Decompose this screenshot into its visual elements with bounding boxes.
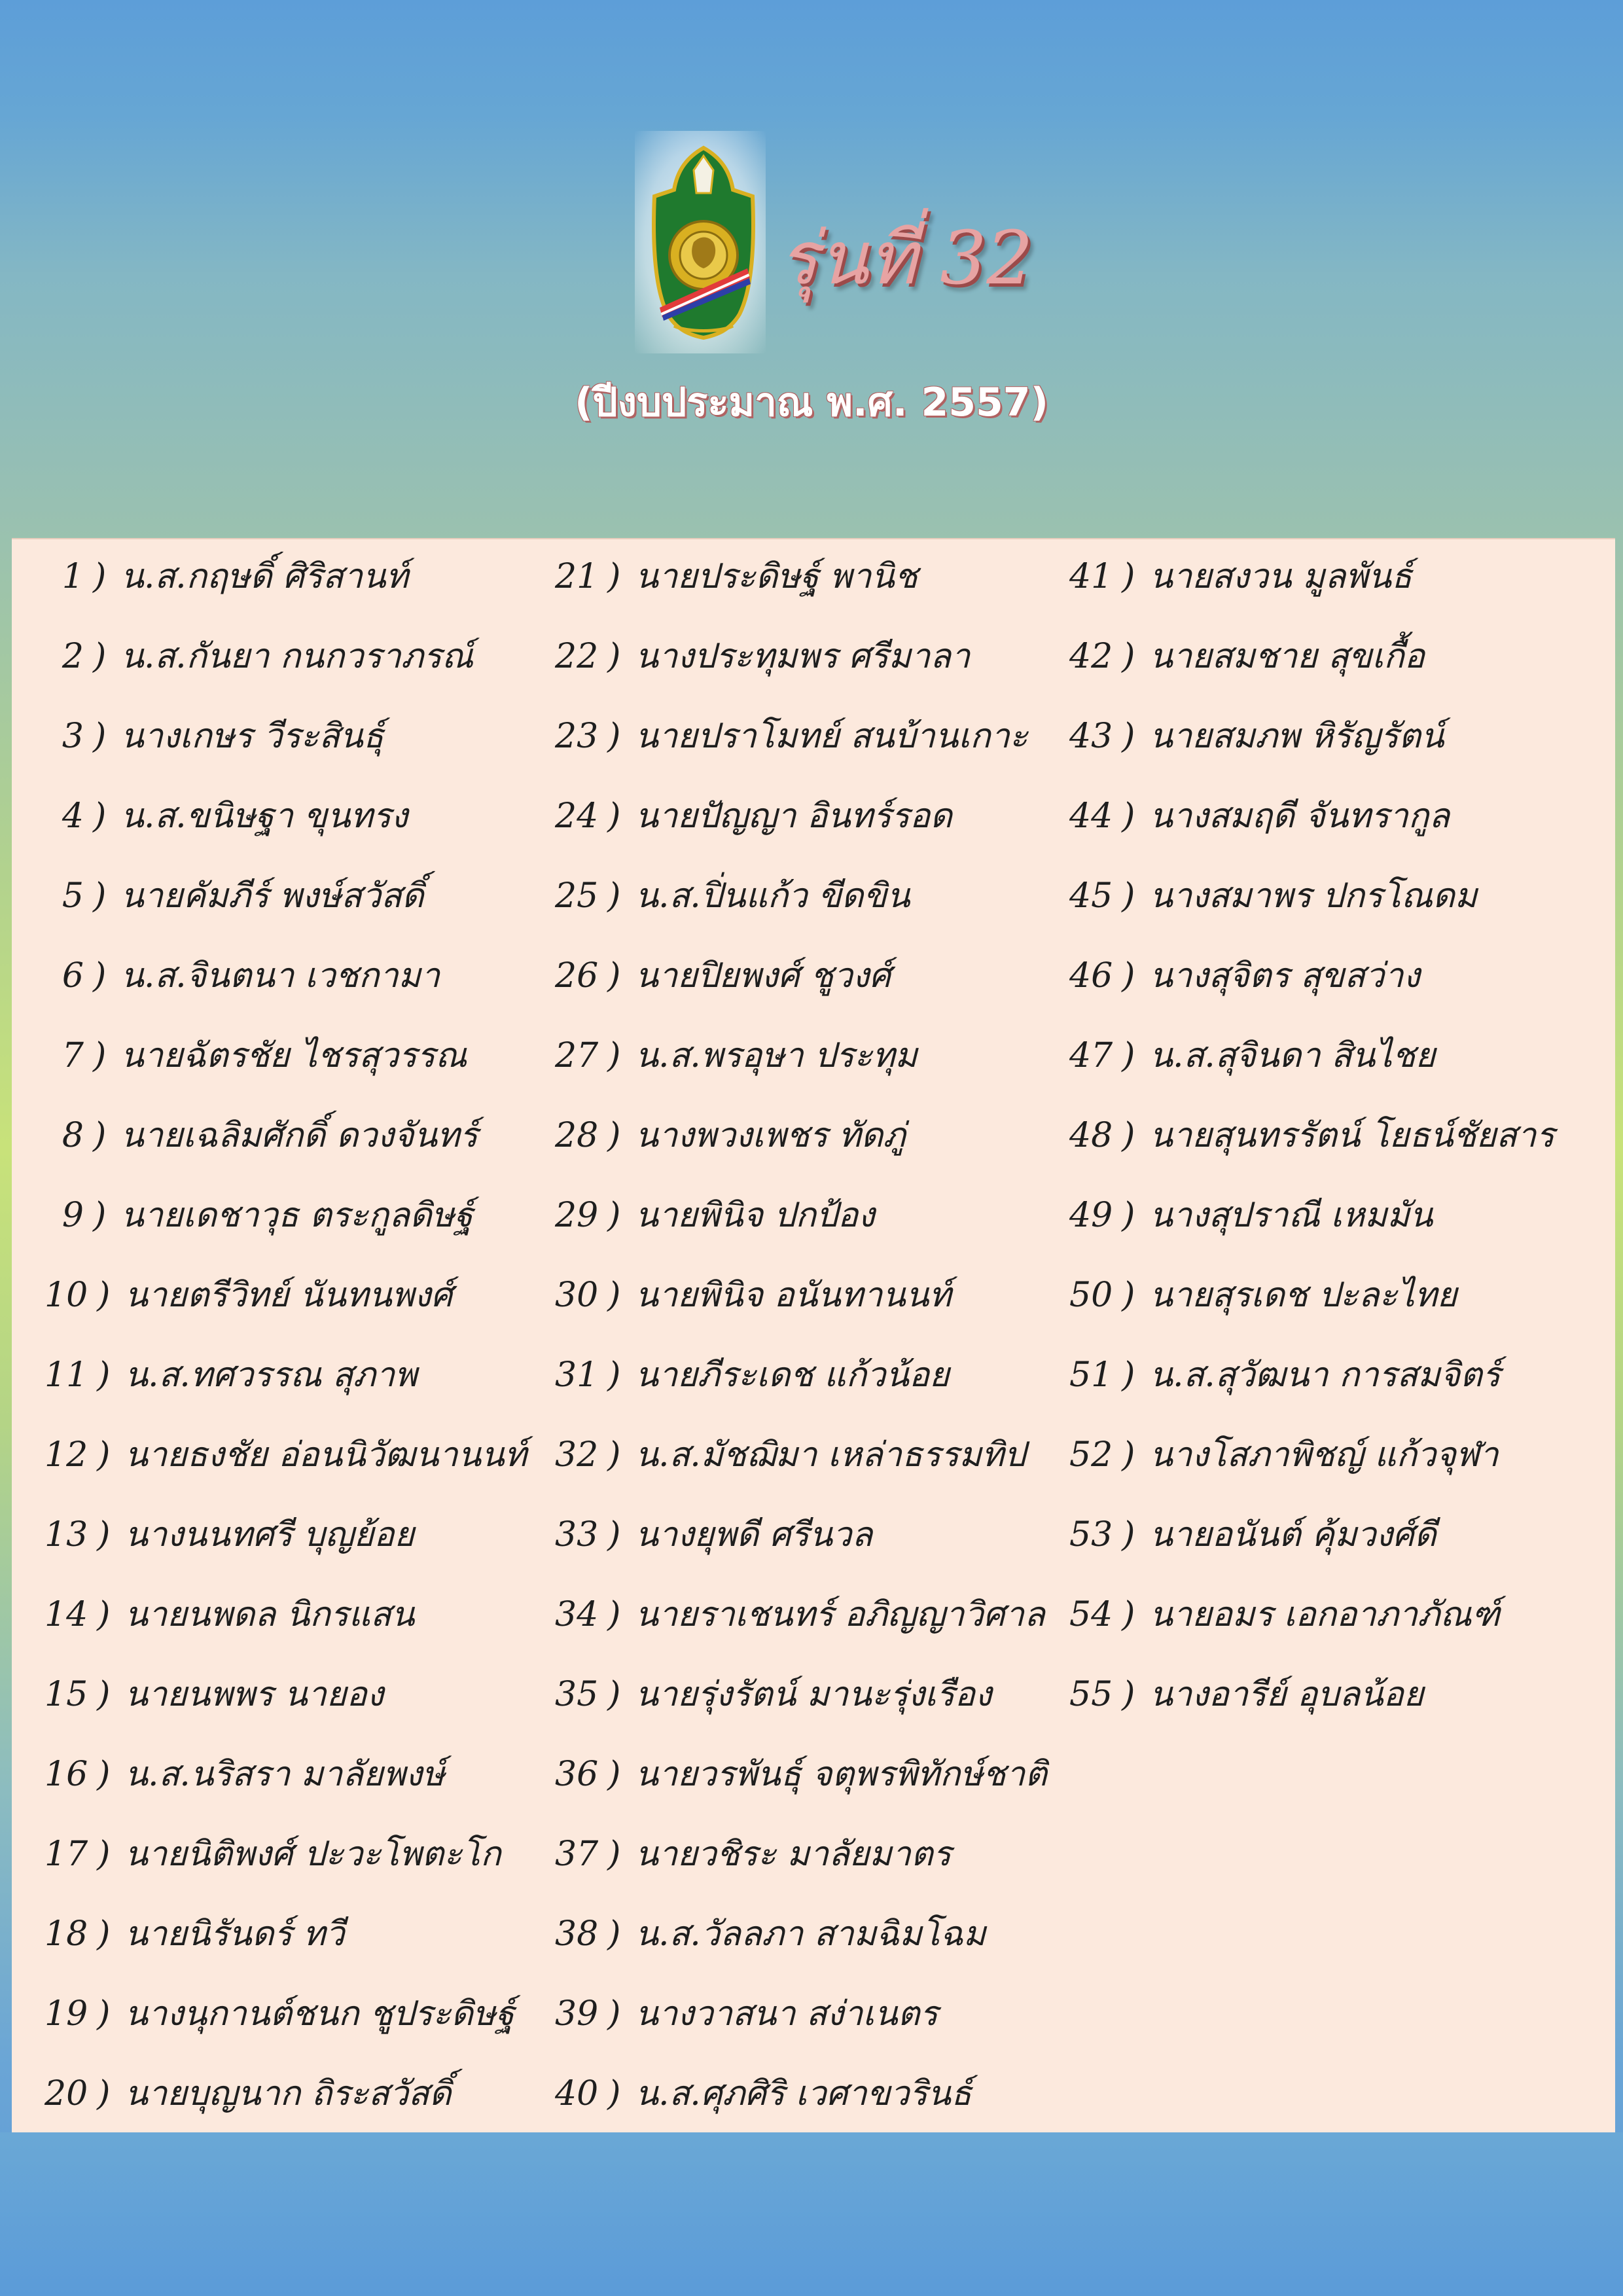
member-number: 26 xyxy=(555,956,599,996)
member-number: 25 xyxy=(555,876,599,916)
member-list-item xyxy=(45,1734,542,1814)
number-parenthesis: ) xyxy=(93,797,107,836)
number-parenthesis: ) xyxy=(97,1515,111,1554)
member-name: นายประดิษฐ์ พานิช xyxy=(635,557,918,596)
member-list-item xyxy=(1069,1415,1593,1495)
member-list-item xyxy=(555,1096,1072,1175)
number-parenthesis: ) xyxy=(1122,876,1135,916)
member-number: 30 xyxy=(555,1276,599,1315)
number-parenthesis: ) xyxy=(607,1355,621,1395)
member-name: น.ส.วัลลภา สามฉิมโฉม xyxy=(635,1914,986,1954)
number-parenthesis: ) xyxy=(607,2074,621,2113)
member-list-item xyxy=(1069,1016,1593,1096)
member-list-item xyxy=(1069,1255,1593,1335)
member-number: 42 xyxy=(1069,637,1113,676)
number-parenthesis: ) xyxy=(607,557,621,596)
member-list-item xyxy=(555,696,1072,776)
member-number: 53 xyxy=(1069,1515,1113,1554)
member-name: นายตรีวิทย์ นันทนพงศ์ xyxy=(124,1276,453,1315)
member-number: 31 xyxy=(555,1355,599,1395)
member-name: นางยุพดี ศรีนวล xyxy=(635,1515,873,1554)
number-parenthesis: ) xyxy=(1122,1276,1135,1315)
member-name: นายสุนทรรัตน์ โยธน์ชัยสาร xyxy=(1149,1116,1555,1155)
member-name: นายฉัตรชัย ไชรสุวรรณ xyxy=(120,1036,467,1075)
member-name: นายราเชนทร์ อภิญญาวิศาล xyxy=(635,1595,1045,1634)
member-name: น.ส.กันยา กนกวราภรณ์ xyxy=(120,637,474,676)
member-name: นายสงวน มูลพันธ์ xyxy=(1149,557,1412,596)
member-list-item xyxy=(45,1495,542,1575)
number-parenthesis: ) xyxy=(1122,1435,1135,1475)
member-list-item xyxy=(45,617,542,696)
member-name: นายเฉลิมศักดิ์ ดวงจันทร์ xyxy=(120,1116,478,1155)
number-parenthesis: ) xyxy=(97,1675,111,1714)
member-number: 35 xyxy=(555,1675,599,1714)
member-list-item xyxy=(555,1175,1072,1255)
member-number: 1 xyxy=(62,557,84,596)
member-number: 45 xyxy=(1069,876,1113,916)
page-header xyxy=(0,0,1623,537)
member-name: นายปัญญา อินทร์รอด xyxy=(635,797,952,836)
member-number: 4 xyxy=(62,797,84,836)
member-name: นายนิรันดร์ ทวี xyxy=(124,1914,345,1954)
member-number: 46 xyxy=(1069,956,1113,996)
member-list-item xyxy=(1069,1575,1593,1655)
member-name: นางสมฤดี จันทรากูล xyxy=(1149,797,1450,836)
member-name: นางเกษร วีระสินธุ์ xyxy=(120,717,384,756)
member-number: 2 xyxy=(62,637,84,676)
member-list-item xyxy=(45,936,542,1016)
member-list-item xyxy=(555,1894,1072,1974)
member-number: 15 xyxy=(45,1675,88,1714)
number-parenthesis: ) xyxy=(607,1515,621,1554)
member-list-item xyxy=(555,1974,1072,2054)
number-parenthesis: ) xyxy=(607,1116,621,1155)
member-number: 3 xyxy=(62,717,84,756)
member-number: 11 xyxy=(45,1355,88,1395)
member-number: 41 xyxy=(1069,557,1113,596)
member-number: 36 xyxy=(555,1755,599,1794)
member-list-item xyxy=(1069,856,1593,936)
member-name: น.ส.ศุภศิริ เวศาขวรินธ์ xyxy=(635,2074,972,2113)
number-parenthesis: ) xyxy=(1122,557,1135,596)
member-list-item xyxy=(555,776,1072,856)
number-parenthesis: ) xyxy=(607,1914,621,1954)
member-number: 29 xyxy=(555,1196,599,1235)
member-list-item xyxy=(555,1495,1072,1575)
member-list-item xyxy=(45,1894,542,1974)
member-name: นางพวงเพชร ทัดภู่ xyxy=(635,1116,906,1155)
number-parenthesis: ) xyxy=(607,876,621,916)
member-list-item xyxy=(555,1814,1072,1894)
number-parenthesis: ) xyxy=(607,1435,621,1475)
number-parenthesis: ) xyxy=(97,1595,111,1634)
member-name: นายพินิจ ปกป้อง xyxy=(635,1196,875,1235)
member-name: นางโสภาพิชญ์ แก้วจุฬา xyxy=(1149,1435,1499,1475)
member-name: นางประทุมพร ศรีมาลา xyxy=(635,637,971,676)
member-number: 52 xyxy=(1069,1435,1113,1475)
member-number: 10 xyxy=(45,1276,88,1315)
member-name: นายนพดล นิกรแสน xyxy=(124,1595,415,1634)
member-list-item xyxy=(45,1575,542,1655)
batch-title: รุ่นที่ 32 xyxy=(779,216,1033,301)
member-list-item xyxy=(45,1814,542,1894)
member-name: น.ส.นริสรา มาลัยพงษ์ xyxy=(124,1755,445,1794)
member-name: น.ส.มัชฌิมา เหล่าธรรมทิป xyxy=(635,1435,1026,1475)
member-list-item xyxy=(45,1415,542,1495)
number-parenthesis: ) xyxy=(1122,1116,1135,1155)
member-number: 21 xyxy=(555,557,599,596)
member-column-3 xyxy=(1069,539,1593,2134)
number-parenthesis: ) xyxy=(93,1116,107,1155)
number-parenthesis: ) xyxy=(93,956,107,996)
member-name: นายบุญนาก ถิระสวัสดิ์ xyxy=(124,2074,452,2113)
member-number: 51 xyxy=(1069,1355,1113,1395)
member-name: น.ส.ทศวรรณ สุภาพ xyxy=(124,1355,418,1395)
number-parenthesis: ) xyxy=(607,1036,621,1075)
member-number: 6 xyxy=(62,956,84,996)
member-number: 14 xyxy=(45,1595,88,1634)
member-number: 40 xyxy=(555,2074,599,2113)
number-parenthesis: ) xyxy=(1122,1595,1135,1634)
member-number: 7 xyxy=(62,1036,84,1075)
member-list-item xyxy=(45,856,542,936)
member-number: 9 xyxy=(62,1196,84,1235)
member-number: 24 xyxy=(555,797,599,836)
member-number: 12 xyxy=(45,1435,88,1475)
number-parenthesis: ) xyxy=(607,1755,621,1794)
number-parenthesis: ) xyxy=(93,1036,107,1075)
number-parenthesis: ) xyxy=(93,876,107,916)
number-parenthesis: ) xyxy=(97,2074,111,2113)
member-number: 8 xyxy=(62,1116,84,1155)
member-name: น.ส.ปิ่นแก้ว ขีดขิน xyxy=(635,876,910,916)
member-name: นางวาสนา สง่าเนตร xyxy=(635,1994,938,2034)
member-name: นายภีระเดช แก้วน้อย xyxy=(635,1355,950,1395)
member-name: นายสมภพ หิรัญรัตน์ xyxy=(1149,717,1444,756)
member-name: นายสมชาย สุขเกื้อ xyxy=(1149,637,1425,676)
member-column-1 xyxy=(45,539,542,2134)
member-name: น.ส.สุจินดา สินไชย xyxy=(1149,1036,1436,1075)
member-list-item xyxy=(45,1255,542,1335)
member-name: นางนนทศรี บุญย้อย xyxy=(124,1515,414,1554)
member-list-item xyxy=(45,1016,542,1096)
number-parenthesis: ) xyxy=(93,637,107,676)
member-number: 28 xyxy=(555,1116,599,1155)
member-number: 5 xyxy=(62,876,84,916)
number-parenthesis: ) xyxy=(1122,797,1135,836)
number-parenthesis: ) xyxy=(607,1196,621,1235)
number-parenthesis: ) xyxy=(97,1994,111,2034)
member-number: 22 xyxy=(555,637,599,676)
member-name: นางสมาพร ปกรโณดม xyxy=(1149,876,1478,916)
member-number: 16 xyxy=(45,1755,88,1794)
member-name: นายนิติพงศ์ ปะวะโพตะโก xyxy=(124,1835,501,1874)
member-number: 37 xyxy=(555,1835,599,1874)
member-list-item xyxy=(45,696,542,776)
member-list-panel xyxy=(12,538,1615,2134)
number-parenthesis: ) xyxy=(607,637,621,676)
member-number: 17 xyxy=(45,1835,88,1874)
number-parenthesis: ) xyxy=(97,1914,111,1954)
member-list-item xyxy=(45,1096,542,1175)
member-name: นายเดชาวุธ ตระกูลดิษฐ์ xyxy=(120,1196,473,1235)
member-name: นางอารีย์ อุบลน้อย xyxy=(1149,1675,1424,1714)
member-number: 27 xyxy=(555,1036,599,1075)
member-name: นายนพพร นายอง xyxy=(124,1675,384,1714)
number-parenthesis: ) xyxy=(607,1835,621,1874)
member-number: 34 xyxy=(555,1595,599,1634)
number-parenthesis: ) xyxy=(1122,717,1135,756)
member-name: นายปิยพงศ์ ชูวงศ์ xyxy=(635,956,891,996)
member-number: 47 xyxy=(1069,1036,1113,1075)
member-list-item xyxy=(555,1575,1072,1655)
member-list-item xyxy=(45,537,542,617)
member-name: นายรุ่งรัตน์ มานะรุ่งเรือง xyxy=(635,1675,992,1714)
member-number: 20 xyxy=(45,2074,88,2113)
member-number: 18 xyxy=(45,1914,88,1954)
member-name: นายอนันต์ คุ้มวงศ์ดี xyxy=(1149,1515,1436,1554)
member-name: น.ส.กฤษดิ์ ศิริสานท์ xyxy=(120,557,408,596)
member-list-item xyxy=(1069,776,1593,856)
member-number: 50 xyxy=(1069,1276,1113,1315)
number-parenthesis: ) xyxy=(607,956,621,996)
member-list-item xyxy=(555,1734,1072,1814)
number-parenthesis: ) xyxy=(607,1276,621,1315)
member-list-item xyxy=(1069,537,1593,617)
member-number: 33 xyxy=(555,1515,599,1554)
member-list-item xyxy=(45,1335,542,1415)
member-list-item xyxy=(1069,936,1593,1016)
member-list-item xyxy=(555,856,1072,936)
number-parenthesis: ) xyxy=(93,557,107,596)
member-name: น.ส.จินตนา เวชกามา xyxy=(120,956,440,996)
member-name: นายธงชัย อ่อนนิวัฒนานนท์ xyxy=(124,1435,527,1475)
member-name: นายพินิจ อนันทานนท์ xyxy=(635,1276,952,1315)
member-name: น.ส.พรอุษา ประทุม xyxy=(635,1036,918,1075)
member-name: นางสุจิตร สุขสว่าง xyxy=(1149,956,1420,996)
member-name: นายวรพันธุ์ จตุพรพิทักษ์ชาติ xyxy=(635,1755,1047,1794)
member-number: 44 xyxy=(1069,797,1113,836)
member-list-item xyxy=(1069,696,1593,776)
number-parenthesis: ) xyxy=(93,717,107,756)
member-list-item xyxy=(1069,1495,1593,1575)
member-list-item xyxy=(555,2054,1072,2134)
member-number: 23 xyxy=(555,717,599,756)
member-list-item xyxy=(1069,617,1593,696)
number-parenthesis: ) xyxy=(607,717,621,756)
member-name: นางนุกานต์ชนก ชูประดิษฐ์ xyxy=(124,1994,514,2034)
number-parenthesis: ) xyxy=(1122,637,1135,676)
member-list-item xyxy=(555,1255,1072,1335)
member-name: นายคัมภีร์ พงษ์สวัสดิ์ xyxy=(120,876,424,916)
number-parenthesis: ) xyxy=(1122,1675,1135,1714)
member-list-item xyxy=(555,936,1072,1016)
organization-emblem-icon xyxy=(648,144,759,340)
number-parenthesis: ) xyxy=(97,1835,111,1874)
number-parenthesis: ) xyxy=(1122,1036,1135,1075)
member-name: น.ส.สุวัฒนา การสมจิตร์ xyxy=(1149,1355,1501,1395)
number-parenthesis: ) xyxy=(97,1276,111,1315)
member-name: นายวชิระ มาลัยมาตร xyxy=(635,1835,952,1874)
number-parenthesis: ) xyxy=(607,1675,621,1714)
member-number: 55 xyxy=(1069,1675,1113,1714)
member-list-item xyxy=(1069,1096,1593,1175)
member-number: 19 xyxy=(45,1994,88,2034)
number-parenthesis: ) xyxy=(97,1435,111,1475)
member-number: 32 xyxy=(555,1435,599,1475)
number-parenthesis: ) xyxy=(607,797,621,836)
number-parenthesis: ) xyxy=(97,1755,111,1794)
member-list-item xyxy=(1069,1175,1593,1255)
member-list-item xyxy=(555,1655,1072,1734)
member-list-item xyxy=(555,1415,1072,1495)
member-name: นายสุรเดช ปะละไทย xyxy=(1149,1276,1457,1315)
member-list-item xyxy=(45,776,542,856)
member-list-item xyxy=(45,1175,542,1255)
member-list-item xyxy=(555,1335,1072,1415)
member-list-item xyxy=(45,2054,542,2134)
member-name: นายปราโมทย์ สนบ้านเกาะ xyxy=(635,717,1028,756)
member-list-item xyxy=(45,1974,542,2054)
number-parenthesis: ) xyxy=(607,1994,621,2034)
member-name: นายอมร เอกอาภาภัณฑ์ xyxy=(1149,1595,1500,1634)
fiscal-year-subtitle: (ปีงบประมาณ พ.ศ. 2557) xyxy=(575,380,1048,425)
number-parenthesis: ) xyxy=(1122,1515,1135,1554)
number-parenthesis: ) xyxy=(97,1355,111,1395)
member-number: 49 xyxy=(1069,1196,1113,1235)
footer-band xyxy=(0,2132,1623,2296)
member-number: 43 xyxy=(1069,717,1113,756)
member-number: 39 xyxy=(555,1994,599,2034)
member-number: 38 xyxy=(555,1914,599,1954)
member-name: นางสุปราณี เหมมัน xyxy=(1149,1196,1433,1235)
member-number: 54 xyxy=(1069,1595,1113,1634)
member-list-item xyxy=(1069,1335,1593,1415)
member-number: 48 xyxy=(1069,1116,1113,1155)
member-number: 13 xyxy=(45,1515,88,1554)
member-list-item xyxy=(45,1655,542,1734)
number-parenthesis: ) xyxy=(1122,1196,1135,1235)
member-list-item xyxy=(1069,1655,1593,1734)
number-parenthesis: ) xyxy=(93,1196,107,1235)
member-name: น.ส.ขนิษฐา ขุนทรง xyxy=(120,797,408,836)
member-list-item xyxy=(555,1016,1072,1096)
number-parenthesis: ) xyxy=(607,1595,621,1634)
member-list-item xyxy=(555,617,1072,696)
member-column-2 xyxy=(555,539,1072,2134)
member-list-item xyxy=(555,537,1072,617)
number-parenthesis: ) xyxy=(1122,956,1135,996)
number-parenthesis: ) xyxy=(1122,1355,1135,1395)
